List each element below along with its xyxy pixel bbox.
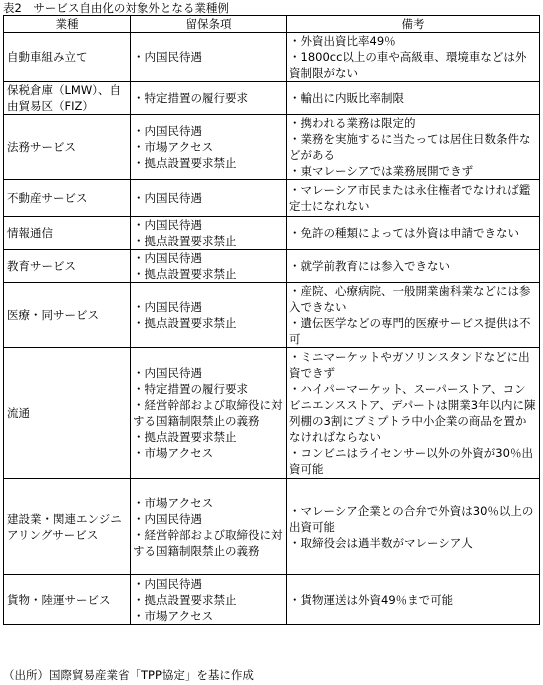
reservation-item: ・内国民待遇 bbox=[133, 300, 202, 314]
reservation-item: ・市場アクセス bbox=[133, 495, 214, 510]
industry-cell: 建設業・関連エンジニアリングサービス bbox=[4, 479, 131, 575]
table-row bbox=[4, 575, 540, 625]
remarks-cell bbox=[287, 348, 540, 479]
remark-item: ・遺伝医学などの専門的医療サービス提供は不可 bbox=[289, 316, 531, 346]
reservation-item: ・内国民待遇 bbox=[133, 366, 202, 380]
reservation-item: ・拠点設置要求禁止 bbox=[133, 156, 237, 170]
table-row bbox=[4, 283, 540, 348]
remark-item: ・業務を実施するに当たっては居住日数条件などがある bbox=[289, 132, 531, 162]
reservation-item: ・内国民待遇 bbox=[133, 50, 202, 64]
remark-item: ・輸出に内販比率制限 bbox=[289, 91, 404, 105]
header-row bbox=[4, 16, 540, 33]
reservation-item: ・市場アクセス bbox=[133, 446, 214, 460]
remark-item: ・外資出資比率49％ bbox=[289, 34, 396, 48]
remark-item: ・取締役会は過半数がマレーシア人 bbox=[289, 535, 473, 550]
industry-cell: 情報通信 bbox=[4, 217, 131, 250]
remark-item: ・コンビニはライセンサー以外の外資が30％出資可能 bbox=[289, 446, 533, 476]
industry-cell: 保税倉庫（LMW）、自由貿易区（FIZ） bbox=[4, 82, 131, 115]
table-row bbox=[4, 33, 540, 82]
reservations-cell bbox=[131, 82, 287, 115]
reservation-item: ・拠点設置要求禁止 bbox=[133, 234, 237, 248]
table-row bbox=[4, 479, 540, 575]
reservation-item: ・市場アクセス bbox=[133, 140, 214, 154]
industry-cell: 貨物・陸運サービス bbox=[4, 575, 131, 625]
table-row bbox=[4, 82, 540, 115]
industry-cell: 法務サービス bbox=[4, 115, 131, 180]
reservations-cell bbox=[131, 250, 287, 283]
remark-item: ・就学前教育には参入できない bbox=[289, 259, 450, 273]
table-row bbox=[4, 250, 540, 283]
table-row bbox=[4, 348, 540, 479]
source-note: （出所）国際貿易産業省「TPP協定」を基に作成 bbox=[3, 668, 254, 682]
reservation-item: ・経営幹部および取締役に対する国籍制限禁止の義務 bbox=[133, 398, 283, 428]
reservation-item: ・内国民待遇 bbox=[133, 251, 202, 265]
industry-cell: 教育サービス bbox=[4, 250, 131, 283]
header-reservations: 留保条項 bbox=[131, 16, 287, 33]
header-remarks: 備考 bbox=[287, 16, 540, 33]
reservation-item: ・内国民待遇 bbox=[133, 218, 202, 232]
reservations-cell bbox=[131, 348, 287, 479]
reservation-item: ・特定措置の履行要求 bbox=[133, 382, 248, 396]
reservations-cell bbox=[131, 283, 287, 348]
industry-cell: 不動産サービス bbox=[4, 180, 131, 217]
table-title: 表2 サービス自由化の対象外となる業種例 bbox=[3, 1, 229, 15]
industry-cell: 流通 bbox=[4, 348, 131, 479]
remarks-cell bbox=[287, 250, 540, 283]
reservations-cell bbox=[131, 217, 287, 250]
remark-item: ・東マレーシアでは業務展開できず bbox=[289, 164, 474, 178]
remarks-cell bbox=[287, 82, 540, 115]
reservation-item: ・内国民待遇 bbox=[133, 576, 202, 591]
reservation-item: ・特定措置の履行要求 bbox=[133, 91, 248, 105]
industry-table bbox=[3, 15, 540, 625]
remarks-cell bbox=[287, 180, 540, 217]
reservations-cell bbox=[131, 479, 287, 575]
remark-item: ・携われる業務は限定的 bbox=[289, 116, 416, 130]
header-industry: 業種 bbox=[4, 16, 131, 33]
remark-item: ・貨物運送は外資49％まで可能 bbox=[289, 592, 454, 607]
industry-cell: 医療・同サービス bbox=[4, 283, 131, 348]
industry-cell: 自動車組み立て bbox=[4, 33, 131, 82]
remark-item: ・産院、心療病院、一般開業歯科業などには参入できない bbox=[289, 284, 531, 314]
reservations-cell bbox=[131, 115, 287, 180]
reservation-item: ・市場アクセス bbox=[133, 608, 214, 623]
remark-item: ・1800cc以上の車や高級車、環境車などは外資制限がない bbox=[289, 50, 527, 80]
table-row bbox=[4, 115, 540, 180]
reservation-item: ・内国民待遇 bbox=[133, 191, 202, 205]
remark-item: ・免許の種類によっては外資は申請できない bbox=[289, 226, 519, 240]
table-body bbox=[4, 33, 540, 625]
table-row bbox=[4, 180, 540, 217]
reservation-item: ・拠点設置要求禁止 bbox=[133, 267, 237, 281]
reservation-item: ・経営幹部および取締役に対する国籍制限禁止の義務 bbox=[133, 527, 283, 558]
reservations-cell bbox=[131, 33, 287, 82]
reservation-item: ・拠点設置要求禁止 bbox=[133, 316, 237, 330]
reservations-cell bbox=[131, 575, 287, 625]
remarks-cell bbox=[287, 33, 540, 82]
remarks-cell bbox=[287, 575, 540, 625]
reservation-item: ・内国民待遇 bbox=[133, 511, 202, 526]
remark-item: ・マレーシア企業との合弁で外資は30％以上の出資可能 bbox=[289, 503, 534, 534]
remark-item: ・ミニマーケットやガソリンスタンドなどに出資できず bbox=[289, 350, 530, 380]
remarks-cell bbox=[287, 115, 540, 180]
reservation-item: ・内国民待遇 bbox=[133, 124, 202, 138]
remarks-cell bbox=[287, 283, 540, 348]
reservations-cell bbox=[131, 180, 287, 217]
table-row bbox=[4, 217, 540, 250]
reservation-item: ・拠点設置要求禁止 bbox=[133, 592, 237, 607]
remark-item: ・ハイパーマーケット、スーパーストア、コンビニエンスストア、デパートは開業3年以内に陳列棚の3割にブミプトラ中小企業の商品を置かなければならない bbox=[289, 382, 536, 444]
remark-item: ・マレーシア市民または永住権者でなければ鑑定士になれない bbox=[289, 183, 531, 213]
remarks-cell bbox=[287, 479, 540, 575]
remarks-cell bbox=[287, 217, 540, 250]
reservation-item: ・拠点設置要求禁止 bbox=[133, 430, 237, 444]
